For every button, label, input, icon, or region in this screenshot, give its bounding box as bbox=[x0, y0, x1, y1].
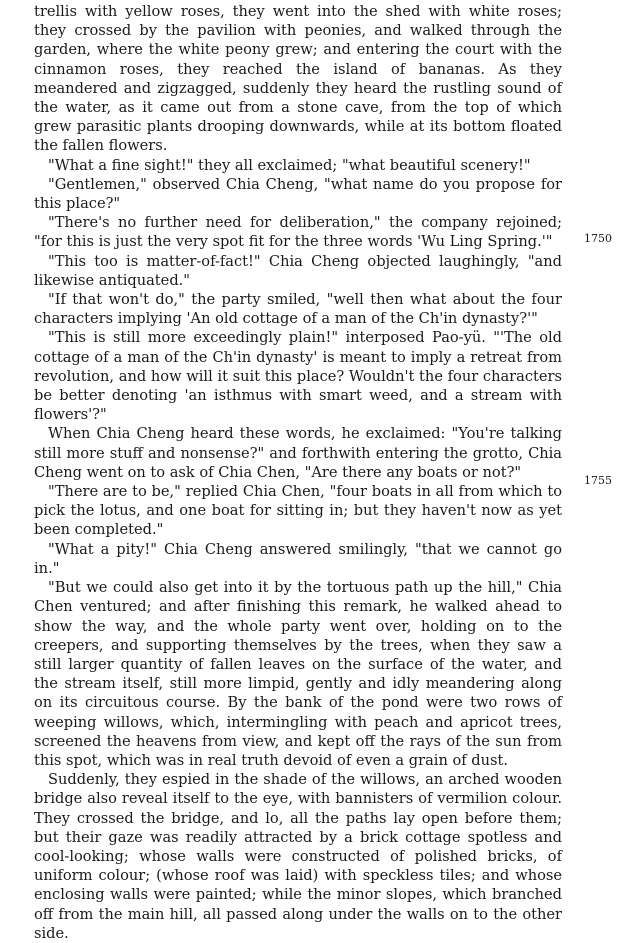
paragraph: "But we could also get into it by the tortuous path up the hill," Chia Chen ventured; and after finishing this remark, he walked ahead to show the way, and the whole party went over, holding on to the creepers, and supporting themselves by the trees, when they saw a still larger quantity of fallen leaves on the surface of the water, and the stream itself, still more limpid, gently and idly meandering along on its circuitous course. By the bank of the pond were two rows of weeping willows, which, intermingling with peach and apricot trees, screened the heavens from view, and kept off the rays of the sun from this spot, which was in real truth devoid of even a grain of dust. bbox=[34, 579, 562, 769]
body-text bbox=[34, 2, 562, 943]
paragraph: "If that won't do," the party smiled, "well then what about the four characters implying 'An old cottage of a man of the Ch'in dynasty?'" bbox=[34, 291, 562, 328]
paragraph: "What a pity!" Chia Cheng answered smilingly, "that we cannot go in." bbox=[34, 540, 562, 577]
paragraph: "This is still more exceedingly plain!" interposed Pao-yü. "'The old cottage of a man of the Ch'in dynasty' is meant to imply a retreat from revolution, and how will it suit this place? Wouldn't the four characters be better denoting 'an isthmus with smart weed, and a stream with flowers'?" bbox=[34, 329, 562, 424]
paragraph: "This too is matter-of-fact!" Chia Cheng objected laughingly, "and likewise antiquated." bbox=[34, 252, 562, 289]
paragraph: "Gentlemen," observed Chia Cheng, "what name do you propose for this place?" bbox=[34, 175, 562, 213]
paragraph: Suddenly, they espied in the shade of the willows, an arched wooden bridge also reveal itself to the eye, with bannisters of vermilion colour. They crossed the bridge, and lo, all the paths lay open before them; but their gaze was readily attracted by a brick cottage spotless and cool-looking; whose walls were constructed of polished bricks, of uniform colour; (whose roof was laid) with speckless tiles; and whose enclosing walls were painted; while the minor slopes, which branched off from the main hill, all passed along under the walls on to the other side. bbox=[34, 771, 562, 942]
paragraph: "What a fine sight!" they all exclaimed; "what beautiful scenery!" bbox=[48, 156, 531, 174]
paragraph: When Chia Cheng heard these words, he exclaimed: "You're talking still more stuff and nonsense?" and forthwith entering the grotto, Chia Cheng went on to ask of Chia Chen, "Are there any boats or not?" bbox=[34, 425, 562, 481]
paragraph: "There are to be," replied Chia Chen, "four boats in all from which to pick the lotus, and one boat for sitting in; but they haven't now as yet been completed." bbox=[34, 483, 562, 539]
paragraph-continued: trellis with yellow roses, they went into the shed with white roses; they crossed by the pavilion with peonies, and walked through the garden, where the white peony grew; and entering the court with the cinnamon roses, they reached the island of bananas. As they meandered and zigzagged, suddenly they heard the rustling sound of the water, as it came out from a stone cave, from the top of which grew parasitic plants drooping downwards, while at its bottom floated the fallen flowers. bbox=[34, 3, 562, 155]
line-number: 1750 bbox=[584, 232, 612, 245]
line-number: 1755 bbox=[584, 474, 612, 487]
paragraph: "There's no further need for deliberation," the company rejoined; "for this is just the very spot fit for the three words 'Wu Ling Spring.'" bbox=[34, 214, 562, 251]
